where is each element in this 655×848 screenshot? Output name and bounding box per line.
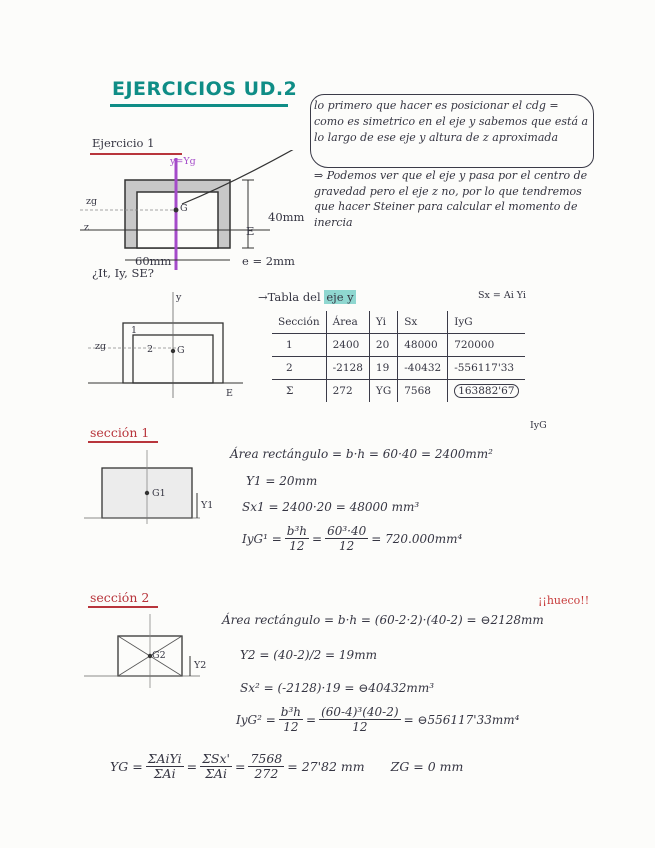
table-row [272,357,525,380]
fig2-num-1: 1 [131,325,138,336]
sec1-formula-area: Área rectángulo = b·h = 60·40 = 2400mm² [230,447,493,461]
section-1-figure [80,448,220,528]
centroid-point [174,208,179,213]
section-2-underline [88,606,158,608]
table-cell: -40432 [398,357,448,380]
fig2-zg: zg [95,341,107,352]
sec2-formula-sx: Sx² = (-2128)·19 = ⊖40432mm³ [240,681,435,695]
y-axis-label: y=Yg [170,156,196,167]
fig2-g: G [177,345,185,356]
table-cell [448,380,525,403]
fig2-num-2: 2 [147,344,154,355]
table-title-highlight: eje y [326,290,354,304]
table-title: →Tabla del eje y [258,290,354,304]
sec1-formula-y: Y1 = 20mm [246,474,318,488]
table-cell: 2400 [326,334,369,357]
col-header: Sx [398,311,448,334]
sec1-g: G1 [152,488,166,499]
table-row [272,334,525,357]
note-text-2: ⇒ Podemos ver que el eje y pasa por el centro de gravedad pero el eje z no, por lo que tendremos que hacer Steiner para calcular el momento de inercia [314,169,588,229]
sec1-y: Y1 [201,500,214,511]
page-title: EJERCICIOS UD.2 [112,78,298,100]
sec2-formula-y: Y2 = (40-2)/2 = 19mm [240,648,377,662]
exercise-label: Ejercicio 1 [92,136,155,150]
sx-annotation: Sx = Ai Yi [478,290,526,301]
zg-label: zg [86,196,98,207]
section-1-underline [88,441,158,443]
table-cell: 20 [369,334,397,357]
sec1-formula-sx: Sx1 = 2400·20 = 48000 mm³ [242,500,420,514]
table-cell: 720000 [448,334,525,357]
sec2-y: Y2 [194,660,207,671]
title-underline [110,104,288,107]
col-header: Sección [272,311,326,334]
note-text: lo primero que hacer es posicionar el cdg = como es simetrico en el eje y sabemos que está a lo largo de ese eje y altura de z aproximada [314,99,589,144]
table-cell: -556117'33 [448,357,525,380]
final-centroid-formula: YG = $\frac{\text{ΣAiYi}}{\text{ΣAi}}$ = $\frac{\text{ΣSx'}}{\text{ΣAi}}$ = $\frac{7568}{272}$ = 27'82 mm ZG = 0 mm [110,751,464,781]
g-label: G [180,203,188,214]
width-label: 60mm [135,254,172,268]
fig2-y: y [176,292,182,303]
table-row [272,380,525,403]
section-1-label: sección 1 [90,425,150,440]
iyg-note: IyG [530,420,547,431]
table-cell: 1 [272,334,326,357]
col-header: Área [326,311,369,334]
table-cell: -2128 [326,357,369,380]
table-cell: 19 [369,357,397,380]
table-cell: Σ [286,385,294,397]
sec1-formula-iyg: IyG¹ = $\frac{\text{b³h}}{12}$ = $\frac{\text{60³·40}}{12}$ = 720.000mm⁴ [242,524,463,553]
sec2-g: G2 [152,650,166,661]
e-axis-label: E [246,224,255,238]
circled-total: 163882'67 [454,384,518,398]
section-2-figure [80,612,220,692]
sec2-formula-iyg: IyG² = $\frac{\text{b³h}}{12}$ = $\frac{\text{(60-4)³(40-2)}}{12}$ = ⊖556117'33mm⁴ [236,705,520,734]
col-header: IyG [448,311,525,334]
table-cell: YG [369,380,397,403]
fig2-centroid [171,349,175,353]
thickness-label: e = 2mm [242,254,295,268]
table-cell: 2 [272,357,326,380]
z-label: z [84,222,90,233]
table-cell: 48000 [398,334,448,357]
height-label: 40mm [268,210,305,224]
section-2-label: sección 2 [90,590,150,605]
sec2-formula-area: Área rectángulo = b·h = (60-2·2)·(40-2) = ⊖2128mm [222,613,544,627]
zg-result: ZG = 0 mm [390,759,464,774]
note-pointer-line [182,150,310,204]
fig2-e: E [226,388,233,399]
moments-table [272,311,525,402]
col-header: Yi [369,311,397,334]
question: ¿It, Iy, SE? [92,266,154,280]
table-cell: 7568 [398,380,448,403]
hollow-warning: ¡¡hueco!! [538,594,590,607]
table-cell: 272 [326,380,369,403]
